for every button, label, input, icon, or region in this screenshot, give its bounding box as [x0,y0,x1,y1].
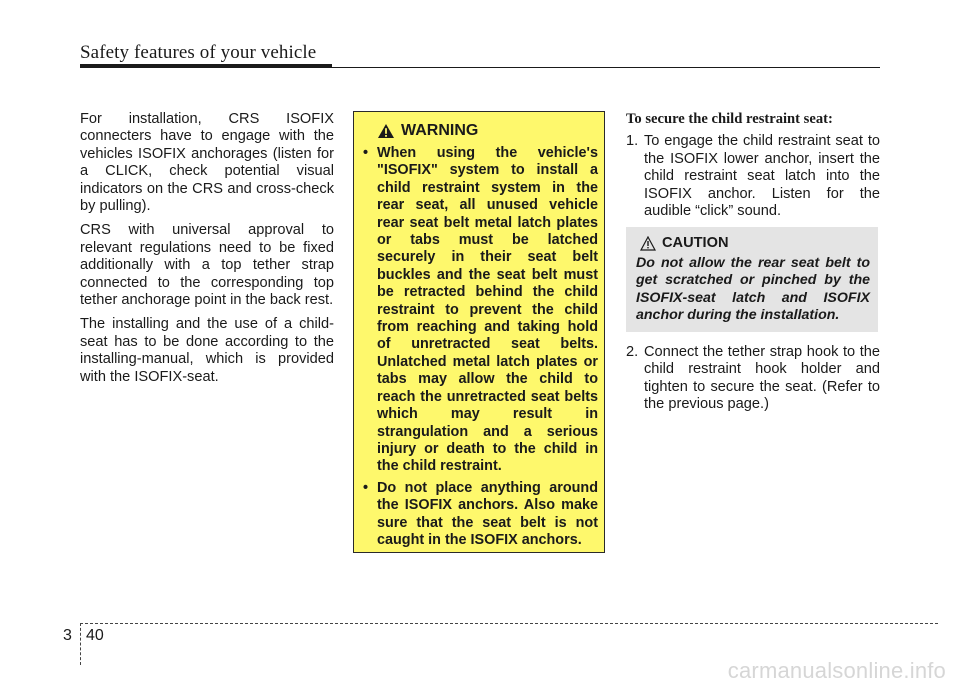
caution-title: CAUTION [662,235,729,251]
caution-box [626,227,878,332]
section-title: Safety features of your vehicle [80,42,317,63]
warning-item-text: Do not place anything around the ISOFIX anchors. Also make sure that the seat belt is not caught in the ISOFIX anchors. [377,479,598,548]
warning-title: WARNING [401,122,479,139]
warning-heading [377,122,598,140]
warning-list [363,145,598,549]
paragraph-installation: For installation, CRS ISOFIX connecters have to engage with the vehicles ISOFIX anchorages (listen for a CLICK, check potential visual indicators on the CRS and cross-check by pulling). [80,111,334,215]
step-text: To engage the child restraint seat to the ISOFIX lower anchor, insert the child restraint seat latch into the ISOFIX anchor. Listen for the audible “click” sound. [644,133,880,220]
bullet: • [363,145,369,161]
step-1 [626,133,880,220]
caution-triangle-icon [640,236,656,251]
footer-divider [80,623,81,665]
header-rule-thin [80,67,880,68]
warning-triangle-icon [377,123,395,139]
caution-heading [640,235,870,251]
warning-item [363,480,598,550]
caution-text: Do not allow the rear seat belt to get scratched or pinched by the ISOFIX-seat latch and ISOFIX anchor during the installation. [636,255,870,324]
paragraph-universal-approval: CRS with universal approval to relevant regulations need to be fixed additionally with a top tether strap connected to the corresponding top tether anchorage point in the back rest. [80,222,334,309]
left-column [80,111,334,393]
warning-item [363,145,598,476]
step-number: 2. [626,344,639,360]
step-text: Connect the tether strap hook to the child restraint hook holder and tighten to secure the seat. (Refer to the previous page.) [644,344,880,413]
step-2-block [626,344,880,414]
chapter-number: 3 [63,627,72,644]
warning-item-text: When using the vehicle's "ISOFIX" system to install a child restraint system in the rear seat, all unused vehicle rear seat belt metal latch plates or tabs must be latched securely in their seat belt buckles and the seat belt must be retracted behind the child restraint to prevent the child from reaching and taking hold of unretracted seat belts. Unlatched metal latch plates or tabs may allow the child to reach the unretracted seat belts which may result in strangulation and a serious injury or death to the child in the child restraint. [377,145,598,475]
page-number: 40 [86,627,104,644]
paragraph-installing-manual: The installing and the use of a child-seat has to be done according to the installing-manual, which is provided with the ISOFIX-seat. [80,316,334,385]
watermark: carmanualsonline.info [727,658,946,683]
footer-rule [80,623,938,624]
warning-box [353,111,605,553]
step-2 [626,344,880,414]
right-column [626,111,880,220]
bullet: • [363,479,369,496]
step-number: 1. [626,133,639,150]
secure-seat-heading: To secure the child restraint seat: [626,111,833,127]
